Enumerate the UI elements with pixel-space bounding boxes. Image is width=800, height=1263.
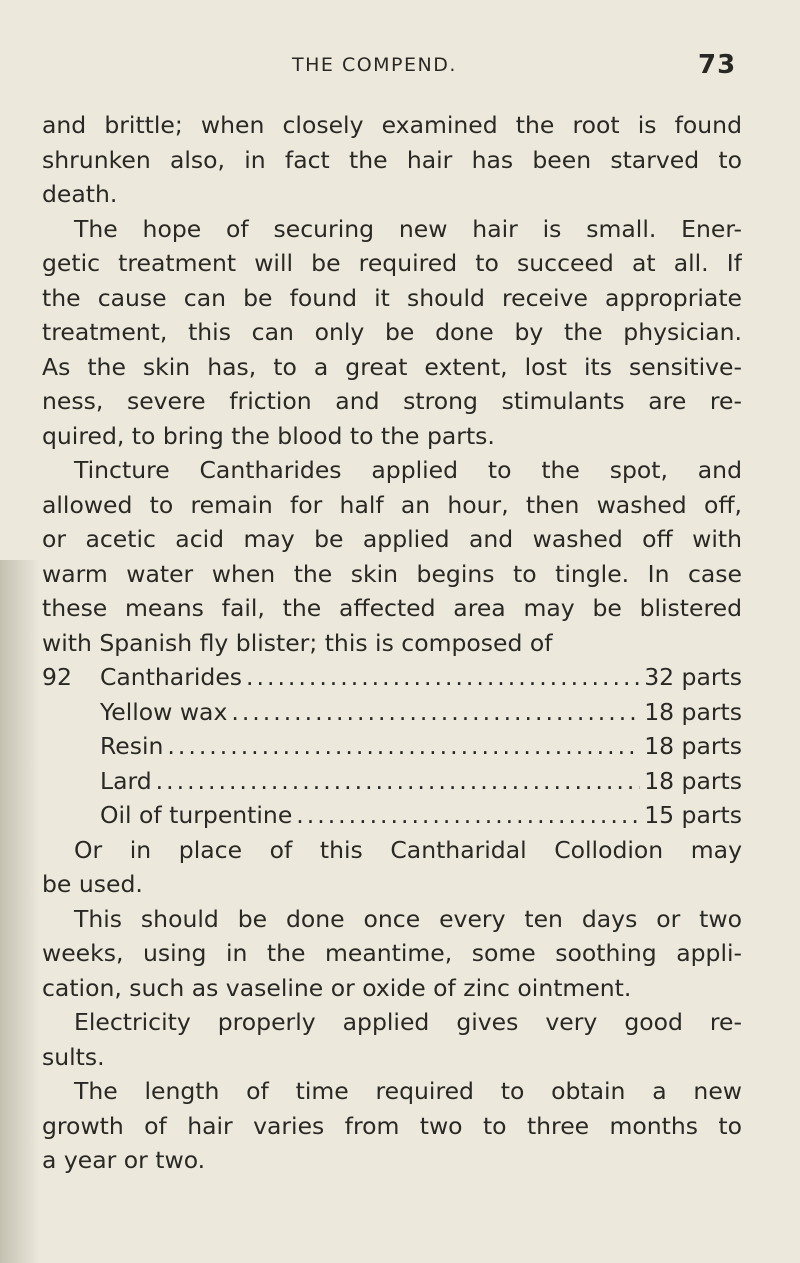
page-header	[0, 48, 800, 84]
dot-leader	[156, 764, 641, 799]
text-line: weeks, using in the meantime, some soothing appli-	[42, 939, 742, 967]
text-line: sults.	[42, 1042, 105, 1071]
text-line: warm water when the skin begins to tingle. In case	[42, 559, 742, 588]
dot-leader	[167, 729, 640, 764]
text-line: be used.	[42, 870, 143, 898]
ingredient-row	[42, 660, 742, 695]
dot-leader	[296, 798, 640, 833]
ingredient-name: Cantharides	[100, 663, 243, 691]
text-line: death.	[42, 180, 118, 208]
ingredient-row	[42, 798, 742, 833]
text-line: a year or two.	[42, 1146, 206, 1174]
text-line: quired, to bring the blood to the parts.	[42, 421, 495, 450]
text-line: and brittle; when closely examined the root is found	[42, 111, 742, 139]
text-line: the cause can be found it should receive appropriate	[42, 283, 742, 312]
text-line: The hope of securing new hair is small. Ener-	[74, 214, 742, 243]
text-line: getic treatment will be required to succeed at all. If	[42, 249, 742, 277]
text-line: or acetic acid may be applied and washed off with	[42, 525, 742, 553]
ingredient-quantity: 15 parts	[644, 801, 742, 829]
ingredient-row	[42, 695, 742, 730]
ingredient-quantity: 32 parts	[644, 663, 742, 691]
text-line: treatment, this can only be done by the physician.	[42, 318, 742, 346]
ingredient-quantity: 18 parts	[644, 766, 742, 795]
ingredient-name: Resin	[100, 732, 164, 760]
ingredient-row	[42, 764, 742, 799]
text-line: The length of time required to obtain a new	[74, 1077, 742, 1105]
ingredient-list	[42, 660, 742, 833]
ingredient-row	[42, 729, 742, 764]
ingredient-name: Oil of turpentine	[100, 801, 293, 829]
text-line: Electricity properly applied gives very good re-	[74, 1008, 742, 1036]
ingredient-name: Lard	[100, 766, 152, 795]
formula-number: 92	[42, 663, 72, 691]
text-line: cation, such as vaseline or oxide of zinc ointment.	[42, 973, 632, 1002]
page-number: 73	[698, 50, 737, 80]
ingredient-quantity: 18 parts	[644, 732, 742, 760]
text-line: Or in place of this Cantharidal Collodion may	[74, 835, 742, 864]
text-line: with Spanish fly blister; this is composed of	[42, 628, 553, 657]
text-line: ness, severe friction and strong stimulants are re-	[42, 387, 742, 415]
text-line: Tincture Cantharides applied to the spot, and	[74, 456, 742, 484]
dot-leader	[246, 660, 640, 695]
text-line: growth of hair varies from two to three months to	[42, 1111, 742, 1140]
running-head: THE COMPEND.	[292, 54, 457, 76]
text-line: these means fail, the affected area may be blistered	[42, 594, 742, 622]
body-text	[42, 108, 742, 1178]
text-line: allowed to remain for half an hour, then washed off,	[42, 490, 742, 519]
ingredient-quantity: 18 parts	[644, 697, 742, 726]
text-line: This should be done once every ten days or two	[74, 904, 742, 933]
page-edge-shadow	[0, 560, 40, 1263]
text-line: shrunken also, in fact the hair has been starved to	[42, 145, 742, 174]
dot-leader	[231, 695, 640, 730]
text-line: As the skin has, to a great extent, lost its sensitive-	[42, 352, 742, 381]
ingredient-name: Yellow wax	[100, 697, 228, 726]
